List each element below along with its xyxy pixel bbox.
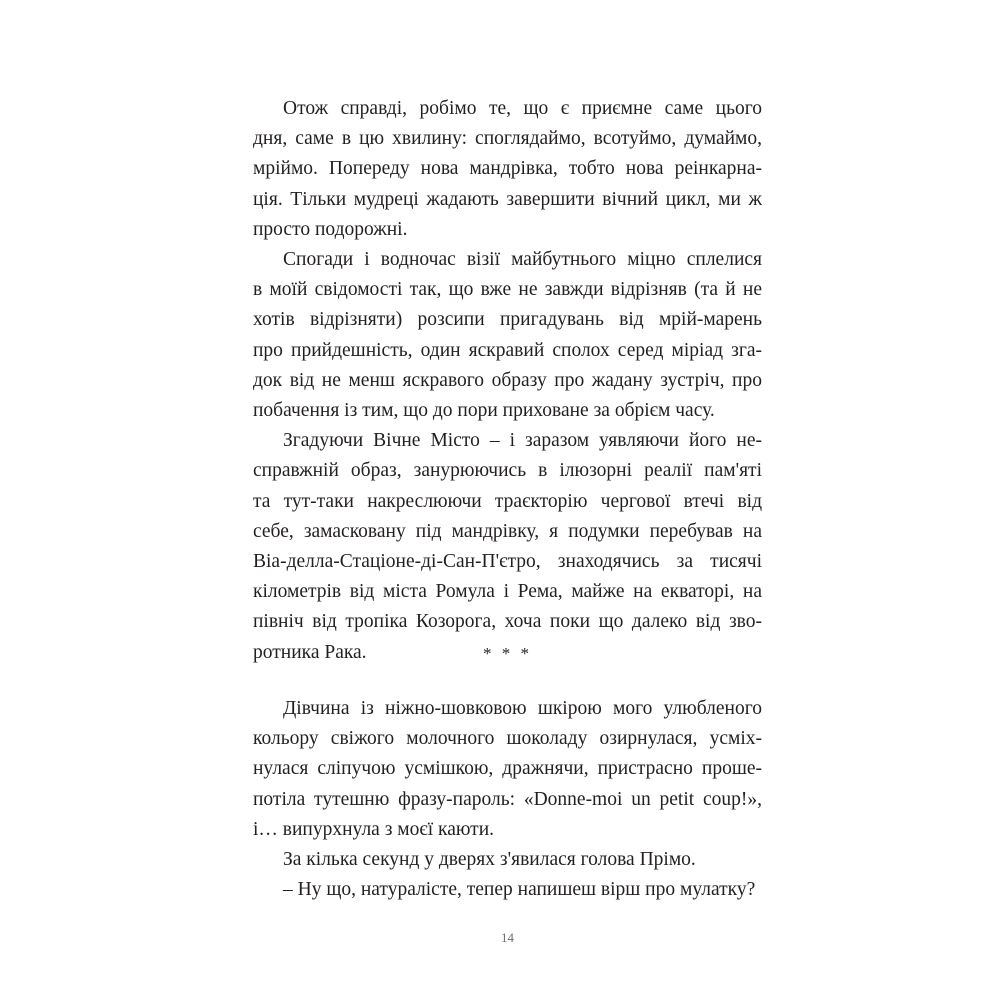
- text-line: і… випурхнула з моєї каюти.: [253, 818, 495, 840]
- text-line: – Ну що, натуралісте, тепер напишеш вірш про мулатку?: [283, 879, 756, 901]
- paragraph: [253, 245, 762, 426]
- text-line: За кілька секунд у дверях з'явилася голова Прімо.: [283, 849, 696, 871]
- text-line: себе, замасковану під мандрівку, я подумки перебував на: [253, 520, 762, 542]
- text-line: потіла тутешню фразу-пароль: «Donne-moi un petit coup!»,: [253, 788, 762, 810]
- text-line: нулася сліпучою усмішкою, дражнячи, пристрасно проше-: [253, 758, 762, 780]
- text-line: Отож справді, робімо те, що є приємне саме цього: [283, 98, 762, 119]
- text-line: в моїй свідомості так, що вже не завжди відрізняв (та й не: [253, 279, 762, 301]
- paragraph: [253, 694, 762, 845]
- text-line: та тут-таки накреслюючи траєкторію чергової втечі від: [253, 490, 762, 512]
- paragraph: [253, 94, 762, 245]
- text-line: док від не менш яскравого образу про жадану зустріч, про: [253, 369, 762, 391]
- paragraph: [253, 845, 762, 875]
- text-line: мріймо. Попереду нова мандрівка, тобто нова реінкарна-: [253, 158, 762, 180]
- text-line: справжній образ, занурюючись в ілюзорні реалії пам'яті: [253, 460, 762, 482]
- text-line: Віа-делла-Стаціоне-ді-Сан-П'єтро, знаходячись за тисячі: [253, 551, 762, 573]
- text-block-top: [253, 94, 762, 668]
- text-line: дня, саме в цю хвилину: споглядаймо, всотуймо, думаймо,: [253, 128, 762, 150]
- dialogue-paragraph: [253, 875, 762, 905]
- text-line: ротника Рака.: [253, 641, 367, 663]
- section-separator: * * *: [483, 644, 532, 663]
- text-line: Спогади і водночас візії майбутнього міцно сплелися: [283, 249, 762, 271]
- paragraph: [253, 426, 762, 668]
- text-line: кілометрів від міста Ромула і Рема, майже на екваторі, на: [253, 581, 762, 603]
- text-line: про прийдешність, один яскравий сполох серед міріад зга-: [253, 339, 762, 361]
- text-line: північ від тропіка Козорога, хоча поки що далеко від зво-: [253, 611, 762, 633]
- text-line: просто подорожні.: [253, 218, 408, 240]
- page-number: 14: [501, 930, 514, 945]
- text-block-bottom: [253, 694, 762, 905]
- text-line: Згадуючи Вічне Місто – і заразом уявляючи його не-: [283, 430, 762, 452]
- text-line: побачення із тим, що до пори приховане за обрієм часу.: [253, 400, 715, 422]
- text-line: хотів відрізняти) розсипи пригадувань від мрій-марень: [253, 309, 762, 331]
- text-line: кольору свіжого молочного шоколаду озирнулася, усміх-: [253, 728, 762, 750]
- text-line: ція. Тільки мудреці жадають завершити вічний цикл, ми ж: [253, 188, 762, 210]
- text-line: Дівчина із ніжно-шовковою шкірою мого улюбленого: [283, 698, 762, 719]
